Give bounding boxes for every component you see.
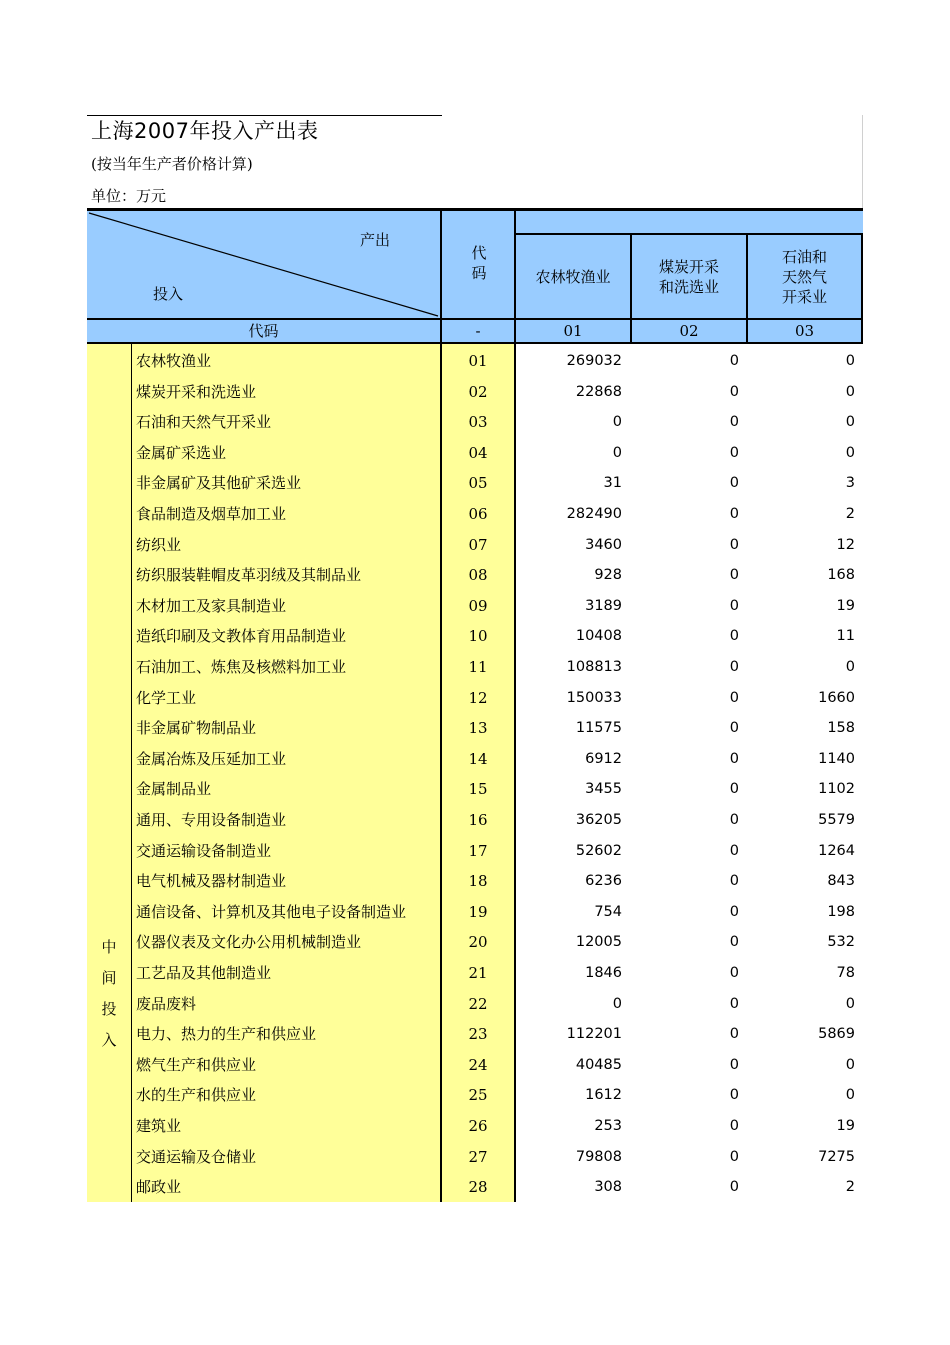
row-name: 金属矿采选业 [136, 443, 227, 462]
value-cell: 269032 [566, 353, 622, 369]
row-name: 非金属矿及其他矿采选业 [136, 474, 302, 493]
value-cell: 0 [729, 995, 739, 1012]
value-cell: 0 [729, 444, 739, 461]
value-cell: 52602 [575, 842, 622, 859]
input-label: 投入 [153, 285, 184, 303]
header-code-label: 代码 [471, 244, 487, 282]
value-cell: 0 [729, 903, 739, 920]
value-cell: 843 [827, 873, 855, 890]
row-code: 15 [468, 780, 488, 799]
row-code: 26 [468, 1117, 488, 1135]
value-cell: 0 [612, 444, 622, 461]
value-cell: 0 [729, 536, 739, 553]
row-code: 03 [468, 413, 488, 432]
value-cell: 31 [603, 475, 622, 492]
row-name: 金属制品业 [136, 780, 212, 799]
row-code: 13 [468, 719, 488, 738]
sheet-edge [862, 115, 863, 208]
value-cell: 5579 [818, 812, 855, 828]
row-name: 燃气生产和供应业 [136, 1055, 257, 1074]
row-name: 水的生产和供应业 [136, 1086, 257, 1105]
row-code: 02 [468, 382, 488, 401]
value-cell: 0 [729, 597, 739, 614]
code-row-dash: - [475, 322, 481, 340]
code-row-label: 代码 [248, 322, 279, 340]
value-cell: 6236 [585, 873, 622, 890]
value-cell: 282490 [566, 506, 622, 522]
value-cell: 3455 [585, 781, 622, 798]
value-cell: 36205 [575, 812, 622, 828]
unit-label: 单位：万元 [91, 187, 167, 205]
code-row-code-2: 02 [679, 322, 699, 340]
header-corner-cell [87, 211, 442, 318]
value-cell: 19 [836, 1118, 855, 1134]
value-cell: 0 [729, 873, 739, 890]
row-code: 09 [468, 596, 488, 615]
value-cell: 108813 [566, 659, 622, 675]
row-code: 16 [468, 811, 488, 829]
value-cell: 0 [729, 506, 739, 522]
row-code: 23 [468, 1025, 488, 1044]
row-code: 22 [468, 994, 488, 1013]
value-cell: 11 [836, 628, 855, 645]
value-cell: 0 [729, 812, 739, 828]
code-row [87, 318, 863, 344]
value-cell: 0 [729, 353, 739, 369]
row-code: 10 [468, 627, 488, 646]
row-name: 煤炭开采和洗选业 [136, 382, 257, 401]
value-cell: 0 [729, 567, 739, 584]
value-cell: 0 [729, 750, 739, 767]
value-cell: 5869 [818, 1026, 855, 1043]
value-cell: 928 [594, 567, 622, 584]
value-cell: 3 [845, 475, 855, 492]
row-code: 11 [468, 658, 488, 676]
column-header-label: 农林牧渔业 [535, 267, 611, 286]
value-cell: 6912 [585, 750, 622, 767]
code-row-code-1: 01 [563, 322, 583, 340]
value-cell: 0 [845, 995, 855, 1012]
value-cell: 1612 [585, 1087, 622, 1104]
row-name: 建筑业 [136, 1117, 182, 1135]
value-cell: 3189 [585, 597, 622, 614]
value-cell: 0 [729, 1118, 739, 1134]
value-cell: 112201 [566, 1026, 622, 1043]
value-cell: 0 [729, 628, 739, 645]
value-cell: 0 [729, 1148, 739, 1165]
column-header-label: 煤炭开采 和洗选业 [658, 257, 719, 296]
row-name: 木材加工及家具制造业 [136, 596, 287, 615]
value-cell: 198 [827, 903, 855, 920]
value-cell: 0 [845, 444, 855, 461]
value-cell: 1102 [818, 781, 855, 798]
value-cell: 1846 [585, 965, 622, 981]
row-code: 27 [468, 1147, 488, 1166]
row-code: 19 [468, 902, 488, 921]
output-label: 产出 [360, 231, 391, 249]
value-cell: 754 [594, 903, 622, 920]
value-cell: 0 [612, 995, 622, 1012]
value-cell: 0 [729, 689, 739, 706]
row-name: 邮政业 [136, 1178, 182, 1197]
value-cell: 3460 [585, 536, 622, 553]
value-cell: 12005 [575, 934, 622, 951]
row-name: 废品废料 [136, 994, 197, 1013]
value-cell: 79808 [575, 1148, 622, 1165]
row-name: 金属冶炼及压延加工业 [136, 749, 287, 768]
value-cell: 78 [836, 965, 855, 981]
value-cell: 1140 [818, 750, 855, 767]
value-cell: 1264 [818, 842, 855, 859]
value-cell: 308 [594, 1179, 622, 1196]
column-header-2 [632, 235, 748, 318]
side-category-cell [87, 344, 132, 1202]
value-cell: 11575 [575, 720, 622, 737]
value-cell: 0 [612, 414, 622, 431]
value-cell: 0 [845, 414, 855, 431]
value-cell: 158 [827, 720, 855, 737]
value-cell: 22868 [575, 383, 622, 400]
row-name: 化学工业 [136, 688, 197, 707]
row-name: 石油加工、炼焦及核燃料加工业 [136, 658, 347, 676]
value-cell: 0 [729, 1179, 739, 1196]
header-code-cell [442, 211, 516, 318]
value-cell: 0 [729, 934, 739, 951]
value-cell: 0 [729, 383, 739, 400]
row-code: 05 [468, 474, 488, 493]
value-cell: 0 [845, 353, 855, 369]
value-cell: 1660 [818, 689, 855, 706]
row-name: 食品制造及烟草加工业 [136, 505, 287, 523]
row-name-column [132, 344, 442, 1202]
row-name: 交通运输设备制造业 [136, 841, 272, 860]
column-header-label: 石油和 天然气 开采业 [781, 247, 827, 306]
row-name: 电气机械及器材制造业 [136, 872, 287, 891]
row-code: 28 [468, 1178, 488, 1197]
row-code: 21 [468, 964, 488, 982]
value-cell: 0 [729, 781, 739, 798]
value-cell: 19 [836, 597, 855, 614]
value-cell: 2 [845, 1179, 855, 1196]
row-code: 20 [468, 933, 488, 952]
row-name: 纺织服装鞋帽皮革羽绒及其制品业 [136, 566, 362, 585]
value-cell: 0 [729, 475, 739, 492]
row-code: 01 [468, 352, 488, 370]
row-name: 造纸印刷及文教体育用品制造业 [136, 627, 347, 646]
row-name: 石油和天然气开采业 [136, 413, 272, 432]
value-cell: 0 [729, 414, 739, 431]
row-code: 24 [468, 1055, 488, 1074]
value-cell: 168 [827, 567, 855, 584]
value-cell: 0 [729, 1056, 739, 1073]
value-cell: 10408 [575, 628, 622, 645]
table-header [87, 208, 863, 321]
row-code: 12 [468, 688, 488, 707]
table-body [87, 344, 863, 1202]
value-cell: 0 [729, 1026, 739, 1043]
value-cell: 0 [845, 659, 855, 675]
value-cell: 40485 [575, 1056, 622, 1073]
code-row-code-3: 03 [794, 322, 815, 340]
row-name: 纺织业 [136, 535, 182, 554]
page-title: 上海2007年投入产出表 [91, 119, 319, 143]
value-cell: 0 [729, 659, 739, 675]
value-cell: 0 [729, 965, 739, 981]
row-code-column [442, 344, 516, 1202]
value-cell: 0 [845, 383, 855, 400]
value-cell: 150033 [566, 689, 622, 706]
row-name: 电力、热力的生产和供应业 [136, 1025, 317, 1044]
value-cell: 0 [729, 720, 739, 737]
row-name: 农林牧渔业 [136, 352, 212, 370]
row-code: 04 [468, 443, 488, 462]
value-cell: 12 [836, 536, 855, 553]
row-name: 非金属矿物制品业 [136, 719, 257, 738]
column-separator [861, 320, 863, 342]
row-name: 仪器仪表及文化办公用机械制造业 [136, 933, 362, 952]
value-cell: 0 [845, 1056, 855, 1073]
column-header-1 [516, 235, 632, 318]
subtitle: (按当年生产者价格计算) [91, 155, 253, 173]
value-cell: 0 [729, 1087, 739, 1104]
value-cell: 0 [729, 842, 739, 859]
value-cell: 2 [845, 506, 855, 522]
row-code: 17 [468, 841, 488, 860]
row-name: 通信设备、计算机及其他电子设备制造业 [136, 902, 407, 921]
value-cell: 0 [845, 1087, 855, 1104]
row-code: 08 [468, 566, 488, 585]
header-group-cell [516, 211, 863, 235]
side-category-label: 中 间 投 入 [101, 938, 117, 1049]
row-code: 18 [468, 872, 488, 891]
row-code: 06 [468, 505, 488, 523]
row-name: 工艺品及其他制造业 [136, 964, 272, 982]
value-cell: 253 [594, 1118, 622, 1134]
corner-diagonal [87, 211, 440, 318]
value-cell: 532 [827, 934, 855, 951]
row-code: 07 [468, 535, 488, 554]
row-name: 通用、专用设备制造业 [136, 811, 287, 829]
row-code: 14 [468, 749, 488, 768]
value-cell: 7275 [818, 1148, 855, 1165]
row-name: 交通运输及仓储业 [136, 1147, 257, 1166]
row-code: 25 [468, 1086, 488, 1105]
column-header-3 [748, 235, 863, 318]
